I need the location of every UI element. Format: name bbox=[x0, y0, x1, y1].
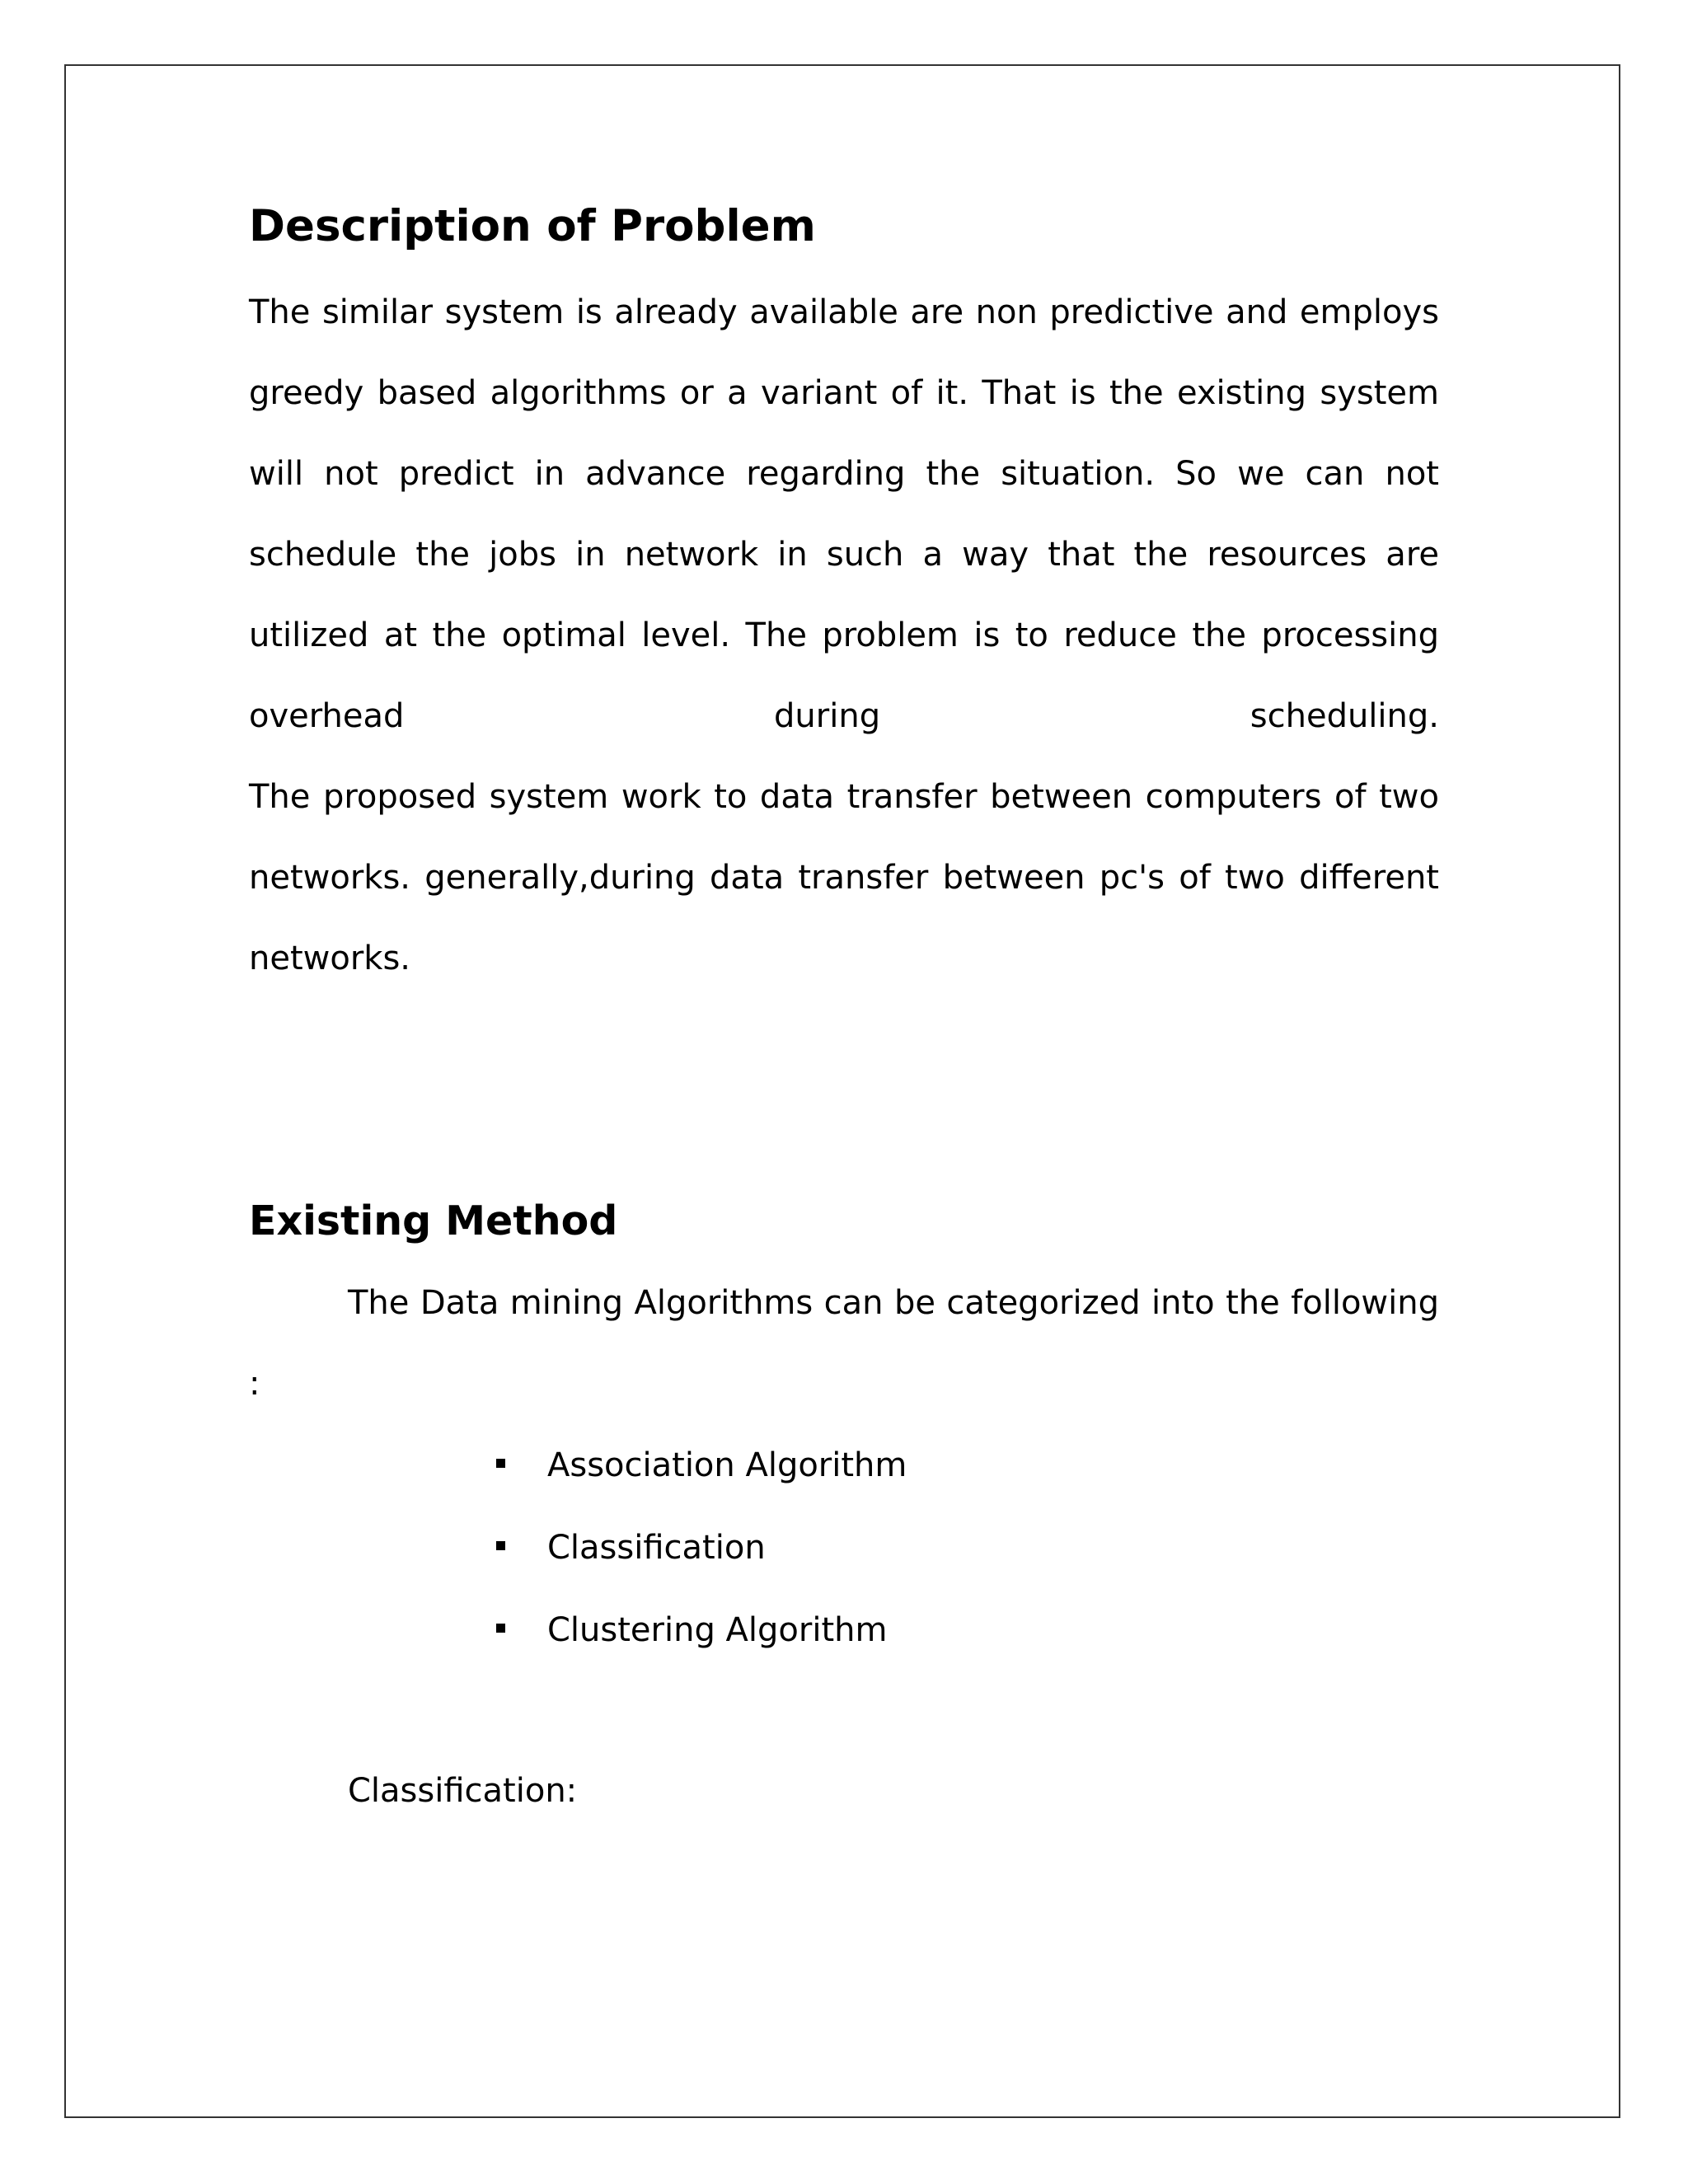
square-bullet-icon bbox=[496, 1624, 505, 1633]
square-bullet-icon bbox=[496, 1541, 505, 1550]
spacer bbox=[249, 999, 1439, 1188]
existing-method-heading: Existing Method bbox=[249, 1197, 618, 1244]
list-item-label: Classification bbox=[547, 1529, 766, 1567]
problem-paragraph-2: The proposed system work to data transfer between computers of two networks. generally,during data transfer between pc's of two different networks. bbox=[249, 778, 1439, 977]
list-item bbox=[496, 1424, 1439, 1507]
list-item bbox=[496, 1589, 1439, 1671]
list-item-label: Clustering Algorithm bbox=[547, 1611, 888, 1649]
problem-heading: Description of Problem bbox=[249, 201, 816, 251]
problem-paragraph-1: The similar system is already available are non predictive and employs greedy based algorithms or a variant of it. That is the existing system will not predict in advance regarding the situation. So we can not schedule the jobs in network in such a way that the resources are utilized at the optimal level. The problem is to reduce the processing overhead during scheduling. bbox=[249, 293, 1439, 735]
spacer bbox=[249, 1671, 1439, 1750]
list-item bbox=[496, 1507, 1439, 1589]
existing-method-intro: The Data mining Algorithms can be categorized into the following : bbox=[249, 1284, 1439, 1403]
square-bullet-icon bbox=[496, 1459, 505, 1468]
classification-subheading: Classification: bbox=[348, 1772, 578, 1810]
list-item-label: Association Algorithm bbox=[547, 1446, 907, 1484]
algorithm-list bbox=[249, 1424, 1439, 1671]
document-content bbox=[249, 190, 1439, 1831]
